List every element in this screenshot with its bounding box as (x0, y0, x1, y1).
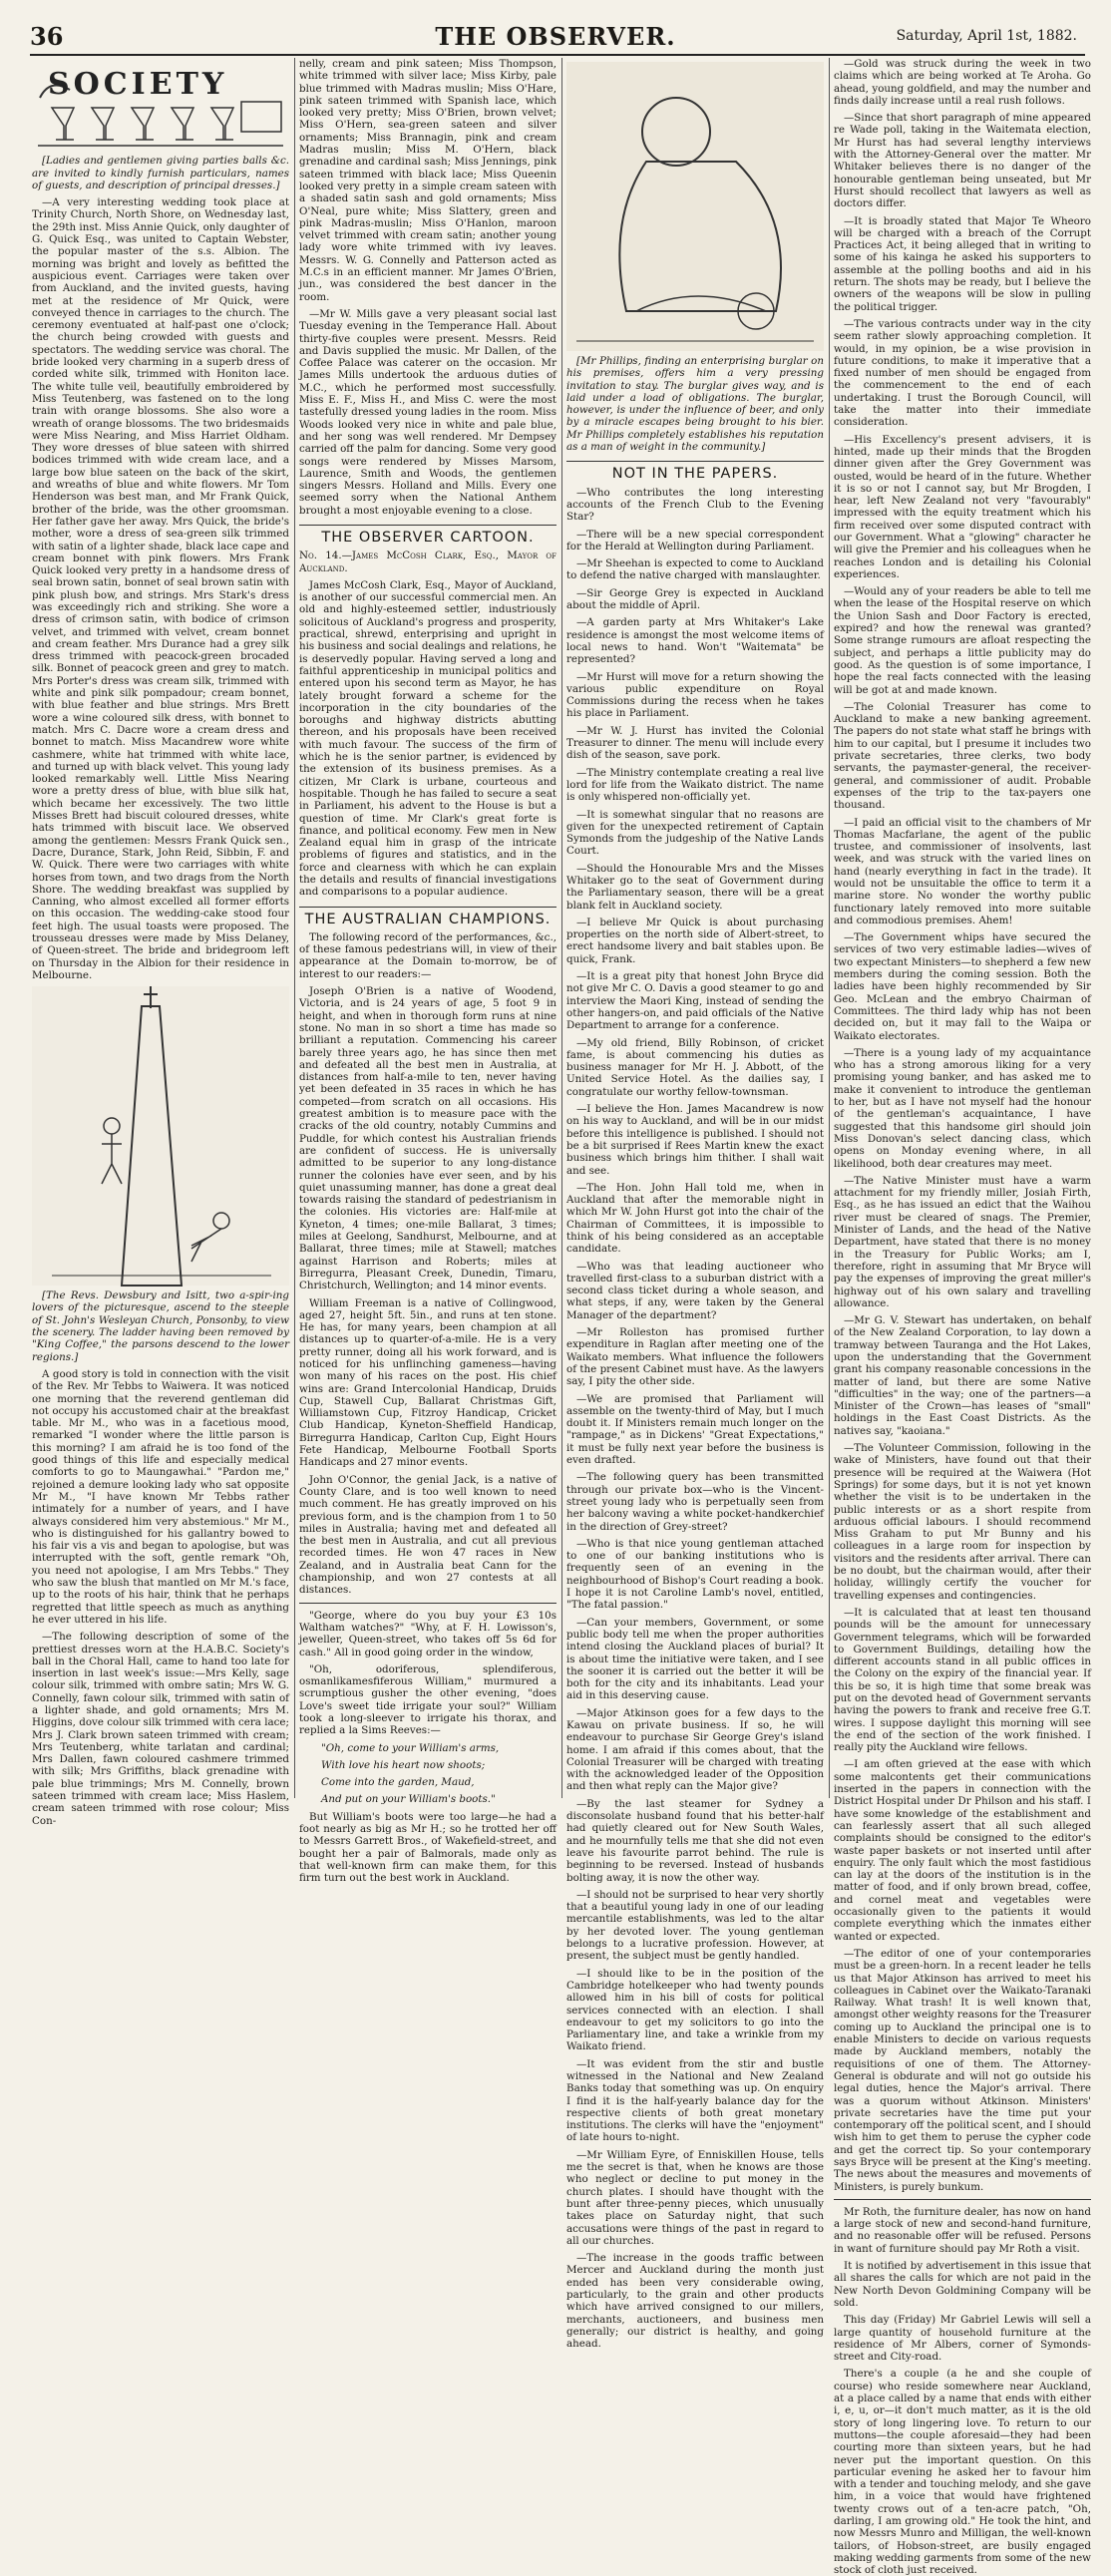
column-divider (561, 58, 562, 1798)
masthead: THE OBSERVER. (435, 22, 676, 51)
gossip-item: —I believe the Hon. James Macandrew is now on his way to Auckland, and will be in our midst before this intelligence is published. I should not be a bit surprised if Rees Martin knew the exact business which brings him thither. I shall wait and see. (566, 1103, 824, 1177)
mining-shares-notice: It is notified by advertisement in this issue that all shares the calls for which are not paid in the New North Devon Goldmining Company will be sold. (834, 2260, 1091, 2309)
gossip-item: —The Hon. John Hall told me, when in Auckland that after the memorable night in which Mr W. John Hurst got into the chair of the Chairman of Committees, it is impossible to think of his being considered as an acceptable candidate. (566, 1181, 824, 1256)
steeple-illustration (32, 986, 289, 1286)
burglar-caption: [Mr Phillips, finding an enterprising burglar on his premises, offers him a very pressing invitation to stay. The burglar gives way, and is laid under a load of obligations. The burglar, however, is under the influence of beer, and only by a miracle escapes being brought to his bier. Mr Phillips completely establishes his reputation as a man of weight in the community.] (566, 355, 824, 454)
boots-story: "Oh, odoriferous, splendiferous, osmanlikamesfiferous William," murmured a scrumptious gusher the other evening, "does Love's sweet tide irrigate your soul?" William took a long-sleever to irrigate his thorax, and replied a la Sims Reeves:— (299, 1662, 556, 1737)
gossip-item: —Mr G. V. Stewart has undertaken, on behalf of the New Zealand Corporation, to lay down a tramway between Tauranga and the Hot Lakes, upon the understanding that the Government grant his company reasonable concessions in the matter of land, but there are some Native "difficulties" in the way; one of the partners—a Minister of the Crown—has leases of "small" holdings in the East Coast Districts. As the natives say, "kaoiana." (834, 1314, 1091, 1437)
gossip-item: —I paid an official visit to the chambers of Mr Thomas Macfarlane, the agent of the public trustee, and commissioner of insolvents, last week, and was struck with the varied lines on hand (nearly everything in fact in the trade). It would not be unsuitable the office to term it a marine store. No wonder the worthy public functionary lately removed into more suitable and commodious premises. Ahem! (834, 816, 1091, 926)
mills-social: —Mr W. Mills gave a very pleasant social last Tuesday evening in the Temperance Hall. About thirty-five couples were present. Messrs. Reid and Davis supplied the music. Mr Dallen, of the Coffee Palace was caterer on the occasion. Mr James Mills undertook the arduous duties of M.C., which he performed most successfully. Miss E. F., Miss H., and Miss C. were the most tastefully dressed young ladies in the room. Miss Woods looked very nice in white and pale blue, and her song was well rendered. Mr Dempsey carried off the palm for dancing. Some very good songs were rendered by Misses Marsom, Laurence, Smith and Woods, the gentlemen singers Messrs. Holland and Mills. Every one seemed sorry when the National Anthem brought a most enjoyable evening to a close. (299, 307, 556, 517)
watch-ad: "George, where do you buy your £3 10s Waltham watches?" "Why, at F. H. Lowisson's, jeweller, Queen-street, who takes off 5s 6d for cash." All in good going order in the window, (299, 1609, 556, 1658)
header-rule (30, 54, 1085, 56)
society-word: SOCIETY (48, 67, 228, 102)
gossip-item: —I believe Mr Quick is about purchasing properties on the north side of Albert-street, to erect handsome livery and bait stables upon. Be quick, Frank. (566, 916, 824, 965)
gossip-item: —Who is that nice young gentleman attached to one of our banking institutions who is frequently seen of an evening in the neighbourhood of Bishop's Court reading a book. I hope it is not Caroline Lamb's novel, entitled, "The fatal passion." (566, 1537, 824, 1612)
wedding-report: —A very interesting wedding took place at Trinity Church, North Shore, on Wednesday last, the 29th inst. Miss Annie Quick, only daughter of G. Quick Esq., was united to Captain Webster, the popular master of the s.s. Albion. The morning was bright and lovely as befitted the auspicious event. Carriages were taken over from Auckland, and the invited guests, having met at the residence of Mr Quick, were conveyed thence in carriages to the church. The ceremony eventuated at half-past one o'clock; the church being crowded with guests and spectators. The wedding service was choral. The bride looked very charming in a superb dress of corded white silk, trimmed with Honiton lace. The white tulle veil, beautifully embroidered by Miss Teutenberg, was fastened on to the long train with orange blossoms. She also wore a wreath of orange blossoms. The two bridesmaids were Miss Nearing, and Miss Harriet Oldham. They wore dresses of blue sateen with shirred bodices trimmed with wide cream lace, and a large bow blue sateen on the back of the skirt, and wreaths of blue and white flowers. Mr Tom Henderson was best man, and Mr Frank Quick, brother of the bride, was the other groomsman. Her father gave her away. Mrs Quick, the bride's mother, wore a dress of sea-green silk trimmed with satin of a lighter shade, black lace cape and cream bonnet with pink flowers. Mrs Frank Quick looked very pretty in a handsome dress of seal brown satin, bonnet of seal brown satin with pink plush bow, and strings. Mrs Stark's dress was exceedingly rich and striking. She wore a dress of crimson satin, with bodice of crimson velvet, and trimmed with velvet, cream bonnet and cream feather. Mrs Durance had a grey silk dress trimmed with peacock-green brocaded silk. Bonnet of peacock green and grey to match. Mrs Porter's dress was cream silk, trimmed with white and pink silk pompadour; cream bonnet, with blue feather and blue strings. Mrs Brett wore a wine coloured silk dress, with bonnet to match. Mrs C. Dacre wore a cream dress and bonnet to match. Miss Macandrew wore white cashmere, white hat trimmed with white lace, and turned up with black velvet. This young lady looked remarkably well. Little Miss Nearing wore a pretty dress of blue, with blue silk hat, which became her excessively. The two little Misses Brett had biscuit coloured dresses, white hats trimmed with biscuit lace. We observed among the gentlemen: Messrs Frank Quick sen., Dacre, Durance, Stark, John Reid, Sibbin, F. and W. Quick. There were two carriages with white horses from town, and two drags from the North Shore. The wedding breakfast was supplied by Canning, who almost excelled all former efforts on this occasion. The wedding-cake stood four feet high. The usual toasts were proposed. The trousseau dresses were made by Miss Delaney, of Queen-street. The bride and bridegroom left on Thursday in the Albion for their residence in Melbourne. (32, 196, 289, 981)
column-divider (829, 58, 830, 1798)
gossip-item: —By the last steamer for Sydney a disconsolate husband found that his better-half had quietly cleared out for New South Wales, and he mournfully tells me that she did not even leave his favourite parrot behind. The rule is beginning to be reversed. Instead of husbands bolting away, it is now the other way. (566, 1797, 824, 1884)
gossip-item: —Mr Rolleston has promised further expenditure in Raglan after meeting one of the Waikato members. What influence the followers of the present Cabinet must have. As the lawyers say, I pity the other side. (566, 1326, 824, 1388)
gossip-item: —The Volunteer Commission, following in the wake of Ministers, have found out that their presence will be required at the Waiwera (Hot Springs) for some days, but it is not yet known whether the visit is to be undertaken in the public interests or as a short respite from arduous official labours. I should recommend Miss Graham to put Mr Bunny and his colleagues in a large room for inspection by visitors and the residents after arrival. There can be no doubt, but the chairman would, after their holiday, willingly certify the voucher for travelling expenses and contingencies. (834, 1442, 1091, 1602)
gossip-item: —Mr Sheehan is expected to come to Auckland to defend the native charged with manslaughter. (566, 557, 824, 582)
verse-line: "Oh, come to your William's arms, (321, 1741, 500, 1754)
gossip-item: —His Excellency's present advisers, it is hinted, made up their minds that the Brogden dinner given after the Grey Government was ousted, would be heard of in the future. Whether it is so or not I cannot say, but Mr Brogden, I hear, left New Zealand not very "favourably" impressed with the equity treatment which his firm received over some disputed contract with our Government. What a "glowing" character he will give the Premier and his colleagues when he reaches London and is detailing his Colonial experiences. (834, 433, 1091, 580)
issue-date: Saturday, April 1st, 1882. (896, 28, 1077, 44)
gossip-item: —I am often grieved at the ease with which some malcontents get their communications inserted in the papers in connection with the District Hospital under Dr Philson and his staff. I have some knowledge of the establishment and can fearlessly assert that all such alleged complaints should be consigned to the editor's waste paper baskets or not inserted until after enquiry. The only fault which the most fastidious can lay at the doors of the institution is in the matter of food, and if only brown bread, coffee, and cornel meat and vegetables were occasionally given to the patients it would complete everything which the inmates either wanted or expected. (834, 1758, 1091, 1943)
freeman-record: William Freeman is a native of Collingwood, aged 27, height 5ft. 5in., and runs at ten stone. He has, for many years, been champion at all distances up to quarter-of-a-mile. He is a very pretty runner, doing all his work forward, and is noticed for his unflinching gameness—having won many of his races on the post. His chief wins are: Grand Intercolonial Handicap, Druids Cup, Stawell Cup, Ballarat Christmas Gift, Williamstown Cup, Fitzroy Handicap, Cricket Club Handicap, Kyneton-Sheffield Handicap, Birregurra Handicap, Carlton Cup, Eight Hours Fete Handicap, Melbourne Football Sports Handicaps and 27 minor events. (299, 1296, 556, 1469)
gossip-item: —The various contracts under way in the city seem rather slowly approaching completion. It would, in my opinion, be a wise provision in future conditions, to make it imperative that a fixed number of men should be engaged from the commencement to the end of each undertaking. I trust the Borough Council, will take the matter into their immediate consideration. (834, 317, 1091, 429)
lewis-auction-ad: This day (Friday) Mr Gabriel Lewis will sell a large quantity of household furniture at the residence of Mr Albers, corner of Symonds-street and City-road. (834, 2314, 1091, 2364)
gossip-item: —It is somewhat singular that no reasons are given for the unexpected retirement of Captain Symonds from the judgeship of the Native Lands Court. (566, 808, 824, 858)
oconnor-record: John O'Connor, the genial Jack, is a native of County Clare, and is too well known to need much comment. He has greatly improved on his previous form, and is the champion from 1 to 50 miles in Australia; having met and defeated all the best men in Australia, and cut all previous recorded times. He won 47 races in New Zealand, and in Australia beat Cann for the championship, and won 27 contests at all distances. (299, 1473, 556, 1597)
gossip-item: —I should not be surprised to hear very shortly that a beautiful young lady in one of our leading mercantile establishments, was led to the altar by her devoted lover. The young gentleman belongs to a lucrative profession. However, at present, the subject must be gently handled. (566, 1888, 824, 1963)
gossip-item: —Mr Hurst will move for a return showing the various public expenditure on Royal Commissions during the recess when he takes his place in Parliament. (566, 670, 824, 720)
page-number: 36 (30, 22, 64, 51)
tebbs-story: A good story is told in connection with the visit of the Rev. Mr Tebbs to Waiwera. It was noticed one morning that the reverend gentleman did not occupy his accustomed chair at the breakfast table. Mr M., who was in a facetious mood, remarked "I wonder where the little parson is this morning? I am afraid he is too fond of the good things of this life and especially medical comforts to go to Maungawhai." "Pardon me," rejoined a demure looking lady who sat opposite Mr M., "I have known Mr Tebbs rather intimately for a number of years, and I have always considered him very abstemious." Mr M., who is distinguished for his gallantry bowed to his fair vis a vis and began to apologise, but was interrupted with the soft, gentle remark "Oh, you need not apologise, I am Mrs Tebbs." They who saw the blush that mantled on Mr M.'s face, up to the roots of his hair, think that he perhaps regretted that little speech as much as anything he ever uttered in his life. (32, 1367, 289, 1626)
gossip-item: —Can your members, Government, or some public body tell me when the proper authorities intend closing the Auckland places of burial? It is about time the initiative were taken, and I see the sooner it is carried out the better it will be both for the city and its inhabitants. Lead your aid in this deserving cause. (566, 1616, 824, 1702)
gossip-item: —My old friend, Billy Robinson, of cricket fame, is about commencing his duties as business manager for Mr H. J. Abbott, of the United Service Hotel. As the dailies say, I congratulate our worthy fellow-townsman. (566, 1036, 824, 1098)
column-4 (834, 58, 1091, 2576)
gossip-item: —It is a great pity that honest John Bryce did not give Mr C. O. Davis a good steamer to go and interview the Maori King, instead of sending the other hangers-on, and paid officials of the Native Department to arrange for a conference. (566, 970, 824, 1032)
gossip-item: —Who was that leading auctioneer who travelled first-class to a suburban district with a second class ticket during a whole season, and what steps, if any, were taken by the General Manager of the department? (566, 1260, 824, 1321)
column-divider (294, 58, 295, 1798)
roth-furniture-ad: Mr Roth, the furniture dealer, has now on hand a large stock of new and second-hand furniture, and no reasonable offer will be refused. Persons in want of furniture should pay Mr Roth a visit. (834, 2205, 1091, 2255)
gossip-item: —I should like to be in the position of the Cambridge hotelkeeper who had twenty pounds allowed him in his bill of costs for political services connected with an election. I shall endeavour to get my solicitors to go into the Parliamentary line, and take a wrinkle from my Waikato friend. (566, 1967, 824, 2053)
papers-heading: NOT IN THE PAPERS. (566, 461, 824, 480)
gossip-item: —Since that short paragraph of mine appeared re Wade poll, taking in the Waitemata election, Mr Hurst has had several lengthy interviews with the Attorney-General over the matter. Mr Whitaker believes there is no danger of the honourable gentleman being unseated, but Mr Hurst should recollect that lawyers as well as doctors differ. (834, 112, 1091, 210)
gossip-item: —Should the Honourable Mrs and the Misses Whitaker go to the seat of Government during the Parliamentary season, there will be a great blank felt in Auckland society. (566, 862, 824, 912)
gossip-item: —Who contributes the long interesting accounts of the French Club to the Evening Star? (566, 486, 824, 524)
gossip-list-continued (834, 58, 1091, 2193)
gossip-item: —There is a young lady of my acquaintance who has a strong amorous liking for a very promising young banker, and has asked me to make it convenient to introduce the gentleman to her, but as I have not myself had the honour of the gentleman's acquaintance, I have suggested that this handsome girl should join Miss Donovan's select dancing class, which opens on Monday evening where, in all likelihood, both dear creatures may meet. (834, 1046, 1091, 1170)
gossip-item: —The increase in the goods traffic between Mercer and Auckland during the month just ended has been very considerable owing, particularly, to the grain and other products which have arrived consigned to our millers, merchants, auctioneers, and business men generally; our district is healthy, and going ahead. (566, 2252, 824, 2351)
gossip-item: —Sir George Grey is expected in Auckland about the middle of April. (566, 586, 824, 612)
gossip-item: —It was evident from the stir and bustle witnessed in the National and New Zealand Banks today that something was up. On enquiry I find it is the half-yearly balance day for the respective clients of both great monetary institutions. The clerks will have the "enjoyment" of late hours to-night. (566, 2057, 824, 2144)
society-note: [Ladies and gentlemen giving parties balls &c. are invited to kindly furnish particulars, names of guests, and description of principal dresses.] (32, 155, 289, 191)
gossip-item: —It is broadly stated that Major Te Wheoro will be charged with a breach of the Corrupt Practices Act, it being alleged that in writing to some of his kainga he asked his supporters to assemble at the polling booths and aid in his return. The shots may be ready, but I believe the owners of the weapons will be slow in pulling the political trigger. (834, 214, 1091, 313)
burglar-illustration (566, 62, 824, 351)
card-icon (241, 102, 281, 132)
gossip-item: —Major Atkinson goes for a few days to the Kawau on private business. If so, he will endeavour to purchase Sir George Grey's island home. I am afraid if this comes about, that the Colonial Treasurer will be charged with treating with the acknowledged leader of the Opposition and then what reply can the Major give? (566, 1706, 824, 1793)
gossip-item: —Gold was struck during the week in two claims which are being worked at Te Aroha. Go ahead, young goldfield, and may the number and finds daily increase until a real rush follows. (834, 58, 1091, 107)
gossip-item: —A garden party at Mrs Whitaker's Lake residence is amongst the most welcome items of local news to hand. Won't "Waitemata" be represented? (566, 616, 824, 666)
society-banner (32, 58, 289, 152)
gossip-item: —The Government whips have secured the services of two very estimable ladies—wives of two expectant Ministers—to shepherd a few new members during the coming session. Both the ladies have been highly recommended by Sir Geo. McLean and the embryo Chairman of Committees. The third lady whip has not been decided on, but it may fall to the Waipa or Waikato electorates. (834, 931, 1091, 1042)
cartoon-profile: James McCosh Clark, Esq., Mayor of Auckland, is another of our successful commercial men. An old and highly-esteemed settler, industriously solicitous of Auckland's progress and prosperity, practical, shrewd, enterprising and upright in his business and social dealings and relations, he is deservedly popular. Having served a long and faithful apprenticeship in municipal politics and entered upon his second term as Mayor, he has lately brought forward a scheme for the incorporation in the city boundaries of the boroughs and highway districts abutting thereon, and his proposals have been received with much favour. The success of the firm of which he is the senior partner, is evidenced by the extension of its business premises. As a citizen, Mr Clark is urbane, courteous and hospitable. Though he has failed to secure a seat in Parliament, his advent to the House is but a question of time. Mr Clark's great forte is finance, and political economy. Few men in New Zealand equal him in grasp of the intricate problems of figures and statistics, and in the force and clearness with which he can explain the details and results of financial investigations and comparisons to a popular audience. (299, 578, 556, 899)
tailors-story: There's a couple (a he and she couple of course) who reside somewhere near Auckland, at a place called by a name that ends with either i, e, u, or—it don't much matter, as it is the old story of long lingering love. To return to our muttons—the couple aforesaid—they had been courting more than sixteen years, but he had never put the important question. On this particular evening he asked her to favour him with a tender and touching melody, and she gave him, in a voice that would have frightened twenty crows out of a ten-acre patch, "Oh, darling, I am growing old." He took the hint, and now Messrs Munro and Milligan, the well-known tailors, of Hobson-street, are busily engaged making wedding garments from some of the new stock of cloth just received. (834, 2368, 1091, 2576)
gossip-item: —The Ministry contemplate creating a real live lord for life from the Waikato district. The name is only whispered non-officially yet. (566, 766, 824, 804)
champions-intro: The following record of the performances, &c., of these famous pedestrians will, in view of their appearance at the Domain to-morrow, be of interest to our readers:— (299, 930, 556, 980)
ball-dresses: —The following description of some of the prettiest dresses worn at the H.A.B.C. Society's ball in the Choral Hall, came to hand too late for insertion in last week's issue:—Mrs Kelly, sage colour silk, trimmed with ombre satin; Mrs W. G. Connelly, fawn colour silk, trimmed with satin of a lighter shade, and gold ornaments; Mrs M. Higgins, dove colour silk trimmed with cera lace; Mrs J. Clark brown sateen trimmed with cream; Mrs Teutenberg, white tarlatan and cardinal; Mrs Dallen, fawn coloured cashmere trimmed with silk; Mrs Griffiths, black grenadine with pale blue trimmings; Mrs M. Connelly, brown sateen trimmed with cream lace; Miss Haslem, cream sateen trimmed with rose colour; Miss Con- (32, 1631, 289, 1827)
gossip-item: —The editor of one of your contemporaries must be a green-horn. In a recent leader he tells us that Major Atkinson has arrived to meet his colleagues in Cabinet over the Waikato-Taranaki Railway. What trash! It is well known that, amongst other weighty reasons for the Treasurer coming up to Auckland the principal one is to enable Ministers to decide on various requests made by Auckland members, notably the requisitions of one of them. The Attorney-General is obdurate and will not go outside his legal duties, hence the Major's arrival. There was a quorum without Atkinson. Ministers' private secretaries have the time put your contemporary off the political scent, and I should wish him to get them to peruse the cypher code and get the correct tip. So your contemporary says Bryce will be present at the King's meeting. The news about the measures and movements of Ministers, is purely bunkum. (834, 1947, 1091, 2193)
gossip-item: —The following query has been transmitted through our private box—who is the Vincent-street young lady who is perpetually seen from her balcony waving a white pocket-handkerchief in the direction of Grey-street? (566, 1471, 824, 1533)
gossip-item: —The Native Minister must have a warm attachment for my friendly miller, Josiah Firth, Esq., as he has issued an edict that the Waihou river must be cleared of snags. The Premier, Minister of Lands, and the head of the Native Department, have stated that there is no money in the Treasury for Public Works; am I, therefore, right in assuming that Mr Bryce will pay the expenses of improving the great miller's highway out of his own salary and travelling allowance. (834, 1174, 1091, 1309)
column-3 (566, 58, 824, 2351)
ball-dresses-continued: nelly, cream and pink sateen; Miss Thompson, white trimmed with silver lace; Miss Kirby, pale blue trimmed with Madras muslin; Miss O'Hare, pink sateen trimmed with Spanish lace, which looked very pretty; Miss O'Brien, brown velvet; Miss O'Hern, sea-green sateen and silver ornaments; Miss Brannagin, pink and cream Madras muslin; Miss M. O'Hern, black grenadine and cardinal sash; Miss Jennings, pink sateen trimmed with black lace; Miss Queenin looked very pretty in a simple cream sateen with a shaded satin sash and gold ornaments; Miss O'Neal, pure white; Miss Slattery, green and pink Madras-muslin; Miss O'Hanlon, maroon velvet trimmed with cream satin; another young lady wore white trimmed with ivy leaves. Messrs. W. G. Connelly and Patterson acted as M.C.s in an efficient manner. Mr James O'Brien, jun., was considered the best dancer in the room. (299, 58, 556, 303)
steeple-caption: [The Revs. Dewsbury and Isitt, two a-spir-ing lovers of the picturesque, ascend to the steeple of St. John's Wesleyan Church, Ponsonby, to view the scenery. The ladder having been removed by "King Coffee," the parsons descend to the lower regions.] (32, 1289, 289, 1363)
champions-heading: THE AUSTRALIAN CHAMPIONS. (299, 907, 556, 925)
goblet-icon (52, 108, 233, 140)
gossip-item: —Mr W. J. Hurst has invited the Colonial Treasurer to dinner. The menu will include every dish of the season, save pork. (566, 724, 824, 762)
column-1 (32, 58, 289, 1827)
section-rule (834, 2199, 1091, 2200)
gossip-item: —It is calculated that at least ten thousand pounds will be the amount for unnecessary Government telegrams, which will be forwarded to Government Buildings, detailing how the different accounts stand in all public offices in the Colony on the expiry of the financial year. If this be so, it is high time that some break was put on the devoted head of Government servants having the powers to frank and receive free G.T. wires. I suppose daylight this morning will see the end of the section of the work finished. I really pity the Auckland wire fellows. (834, 1606, 1091, 1754)
obrien-record: Joseph O'Brien is a native of Woodend, Victoria, and is 24 years of age, 5 foot 9 in height, and when in thorough form runs at nine stone. No man in so short a time has made so brilliant a reputation. Commencing his career barely three years ago, he has since then met and defeated all the best men in Australia, at distances from half-a-mile to ten, never having yet been defeated in 35 races in which he has competed—from scratch on all occasions. His greatest ambition is to measure pace with the cracks of the old country, notably Cummins and Puddle, for which contest his Australian friends are confident of success. He is universally admitted to be superior to any long-distance runner the colonies have ever seen, and by his quiet unassuming manner, has done a great deal towards raising the standard of pedestrianism in the colonies. His victories are: Half-mile at Kyneton, 4 times; one-mile Ballarat, 3 times; miles at Geelong, Sandhurst, Melbourne, and at Ballarat, three times; mile at Stawell; matches against Harrison and Roberts; miles at Birregurra, Pleasant Creek, Dunedin, Timaru, Christchurch, Wellington; and 14 minor events. (299, 985, 556, 1292)
gossip-item: —There will be a new special correspondent for the Herald at Wellington during Parliament. (566, 528, 824, 552)
verse-line: With love his heart now shoots; (321, 1758, 486, 1771)
verse-line: Come into the garden, Maud, (321, 1776, 475, 1789)
verse-line: And put on your William's boots." (321, 1793, 496, 1806)
page-header (0, 22, 1111, 52)
boots-ad: But William's boots were too large—he had a foot nearly as big as Mr H.; so he trotted her off to Messrs Garrett Bros., of Wakefield-street, and bought her a pair of Balmorals, made only as that well-known firm can make them, for this firm turn out the best work in Auckland. (299, 1810, 556, 1885)
cartoon-heading: THE OBSERVER CARTOON. (299, 525, 556, 544)
gossip-list (566, 487, 824, 2351)
gossip-item: —The Colonial Treasurer has come to Auckland to make a new banking agreement. The papers do not state what staff he brings with him to our capital, but I presume it includes two private secretaries, three clerks, two body servants, the paymaster-general, the receiver-general, and commissioner of audit. Probable expenses of the trip to the tax-payers one thousand. (834, 700, 1091, 812)
gossip-item: —Would any of your readers be able to tell me when the lease of the Hospital reserve on which the Union Sash and Door Factory is erected, expired? and how the renewal was granted? Some strange rumours are afloat respecting the subject, and perhaps a little publicity may do good. As the question is of some importance, I hope the real facts connected with the leasing will be got at and made known. (834, 585, 1091, 696)
section-rule (299, 1603, 556, 1604)
gossip-item: —We are promised that Parliament will assemble on the twenty-third of May, but I much doubt it. If Ministers remain much longer on the "rampage," as in Dickens' "Great Expectations," it must be fully next year before the business is even drafted. (566, 1392, 824, 1467)
cartoon-subtitle: No. 14.—James McCosh Clark, Esq., Mayor of Auckland. (299, 550, 556, 574)
column-2 (299, 58, 556, 1885)
gossip-item: —Mr William Eyre, of Enniskillen House, tells me the secret is that, when he knows are those who neglect or decline to put money in the church plates. I should have thought with the bunt after three-penny pieces, which unusually takes place on Saturday night, that such accusations were things of the past in regard to all our churches. (566, 2148, 824, 2247)
